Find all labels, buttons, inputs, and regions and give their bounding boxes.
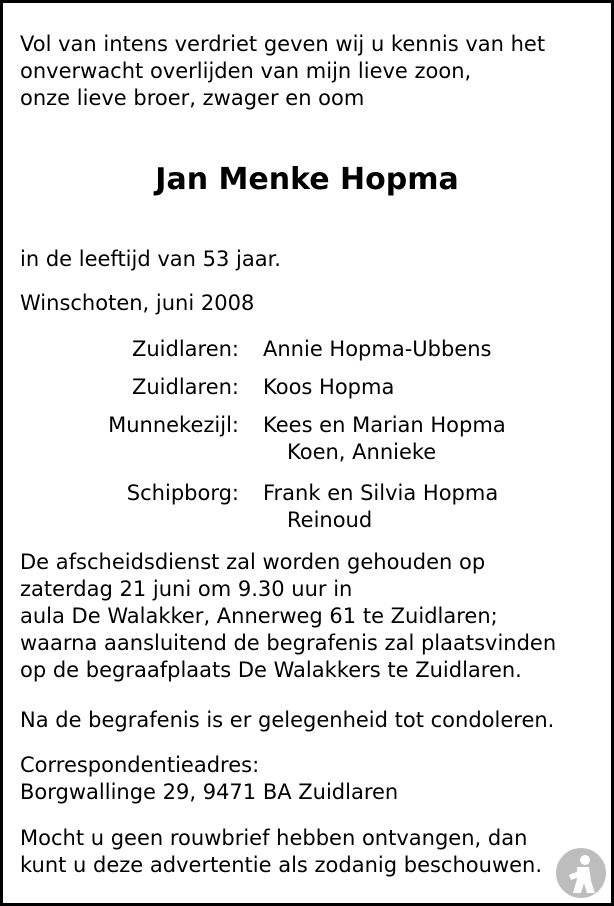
- family-names: Kees en Marian Hopma: [263, 413, 506, 437]
- condolence-text: Na de begrafenis is er gelegenheid tot condoleren.: [20, 708, 555, 732]
- service-line: op de begraafplaats De Walakkers te Zuidlaren.: [20, 658, 522, 682]
- service-line: waarna aansluitend de begrafenis zal plaatsvinden: [20, 631, 557, 655]
- deceased-name: Jan Menke Hopma: [155, 162, 459, 197]
- intro-line: Vol van intens verdriet geven wij u kennis van het: [20, 32, 546, 56]
- family-place: Schipborg:: [126, 481, 239, 505]
- family-place: Munnekezijl:: [108, 413, 239, 437]
- closing-line: kunt u deze advertentie als zodanig beschouwen.: [20, 853, 543, 877]
- family-names: Koen, Annieke: [287, 440, 437, 464]
- family-names: Reinoud: [287, 508, 373, 532]
- family-place: Zuidlaren:: [131, 375, 239, 399]
- age-text: in de leeftijd van 53 jaar.: [20, 247, 281, 271]
- memorial-figure-icon: [555, 847, 607, 899]
- service-text: [20, 549, 601, 684]
- place-date: Winschoten, juni 2008: [20, 291, 255, 315]
- intro-text: [20, 31, 601, 112]
- service-line: zaterdag 21 juni om 9.30 uur in: [20, 577, 353, 601]
- family-names: Koos Hopma: [263, 375, 395, 399]
- intro-line: onze lieve broer, zwager en oom: [20, 86, 365, 110]
- service-line: aula De Walakker, Annerweg 61 te Zuidlaren;: [20, 604, 498, 628]
- correspondence-line: Correspondentieadres:: [20, 753, 260, 777]
- intro-line: onverwacht overlijden van mijn lieve zoon,: [20, 59, 472, 83]
- correspondence-line: Borgwallinge 29, 9471 BA Zuidlaren: [20, 780, 399, 804]
- closing-text: [20, 825, 601, 879]
- closing-line: Mocht u geen rouwbrief hebben ontvangen, dan: [20, 826, 528, 850]
- family-names: Frank en Silvia Hopma: [263, 481, 499, 505]
- family-names: Annie Hopma-Ubbens: [263, 337, 492, 361]
- correspondence-address: [20, 752, 601, 806]
- family-place: Zuidlaren:: [131, 337, 239, 361]
- service-line: De afscheidsdienst zal worden gehouden op: [20, 550, 486, 574]
